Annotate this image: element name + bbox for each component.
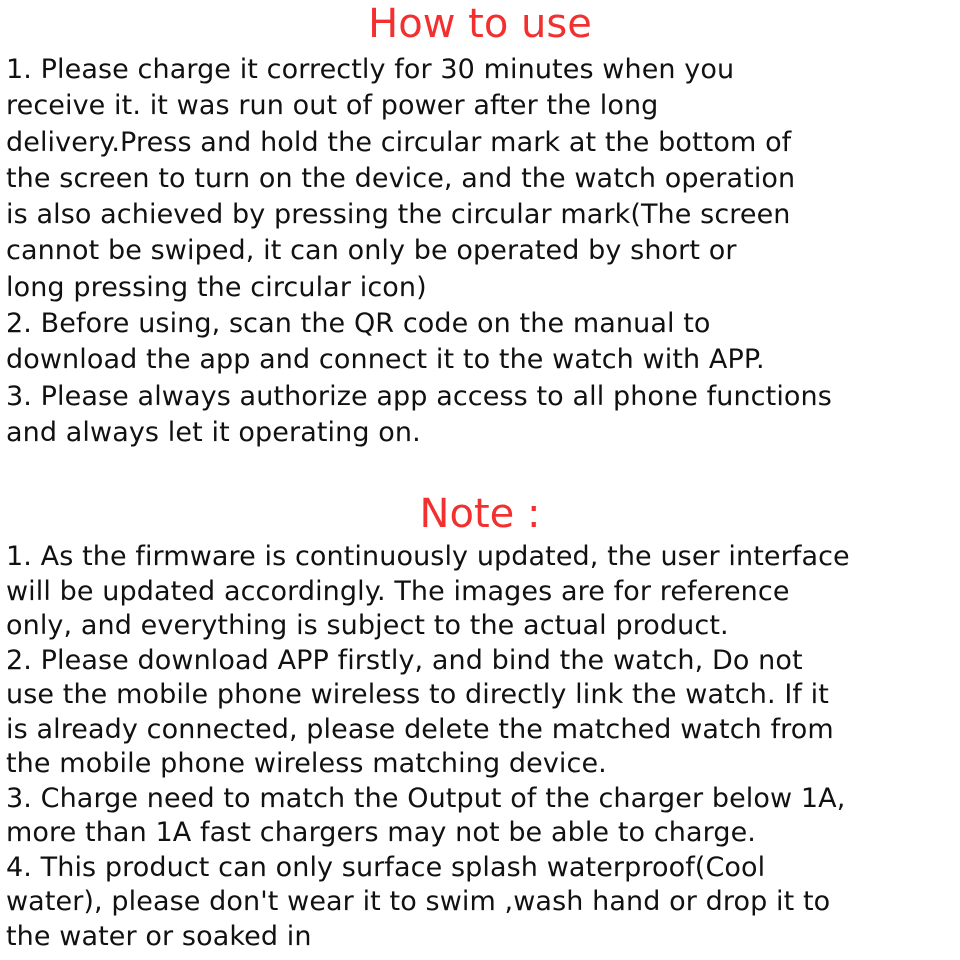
note-line: 3. Charge need to match the Output of the charger below 1A,	[6, 782, 846, 814]
how-to-use-line: 3. Please always authorize app access to all phone functions	[6, 380, 832, 412]
note-section	[6, 540, 958, 954]
note-line: use the mobile phone wireless to directly link the watch. If it	[6, 679, 829, 710]
note-line: more than 1A fast chargers may not be able to charge.	[6, 817, 756, 848]
how-to-use-section	[6, 52, 958, 451]
note-line: will be updated accordingly. The images are for reference	[6, 575, 790, 607]
note-line: the mobile phone wireless matching device.	[6, 748, 607, 779]
note-line: 2. Please download APP firstly, and bind the watch, Do not	[6, 644, 803, 676]
note-line: only, and everything is subject to the actual product.	[6, 610, 729, 641]
how-to-use-heading: How to use	[368, 1, 592, 47]
how-to-use-line: 1. Please charge it correctly for 30 minutes when you	[6, 54, 735, 85]
note-line: 4. This product can only surface splash waterproof(Cool	[6, 851, 766, 883]
how-to-use-line: delivery.Press and hold the circular mark at the bottom of	[6, 126, 792, 158]
note-line: the water or soaked in	[6, 920, 312, 952]
how-to-use-line: long pressing the circular icon)	[6, 271, 427, 303]
how-to-use-line: the screen to turn on the device, and the watch operation	[6, 162, 796, 194]
how-to-use-line: 2. Before using, scan the QR code on the manual to	[6, 308, 711, 340]
how-to-use-line: is also achieved by pressing the circular mark(The screen	[6, 199, 791, 231]
note-line: 1. As the firmware is continuously updated, the user interface	[6, 541, 850, 572]
how-to-use-line: receive it. it was run out of power after the long	[6, 90, 659, 122]
note-heading: Note :	[419, 491, 541, 537]
how-to-use-line: download the app and connect it to the watch with APP.	[6, 344, 765, 376]
note-line: water), please don't wear it to swim ,wash hand or drop it to	[6, 886, 831, 917]
how-to-use-line: cannot be swiped, it can only be operated by short or	[6, 235, 737, 267]
how-to-use-line: and always let it operating on.	[6, 416, 421, 448]
note-line: is already connected, please delete the matched watch from	[6, 713, 834, 745]
